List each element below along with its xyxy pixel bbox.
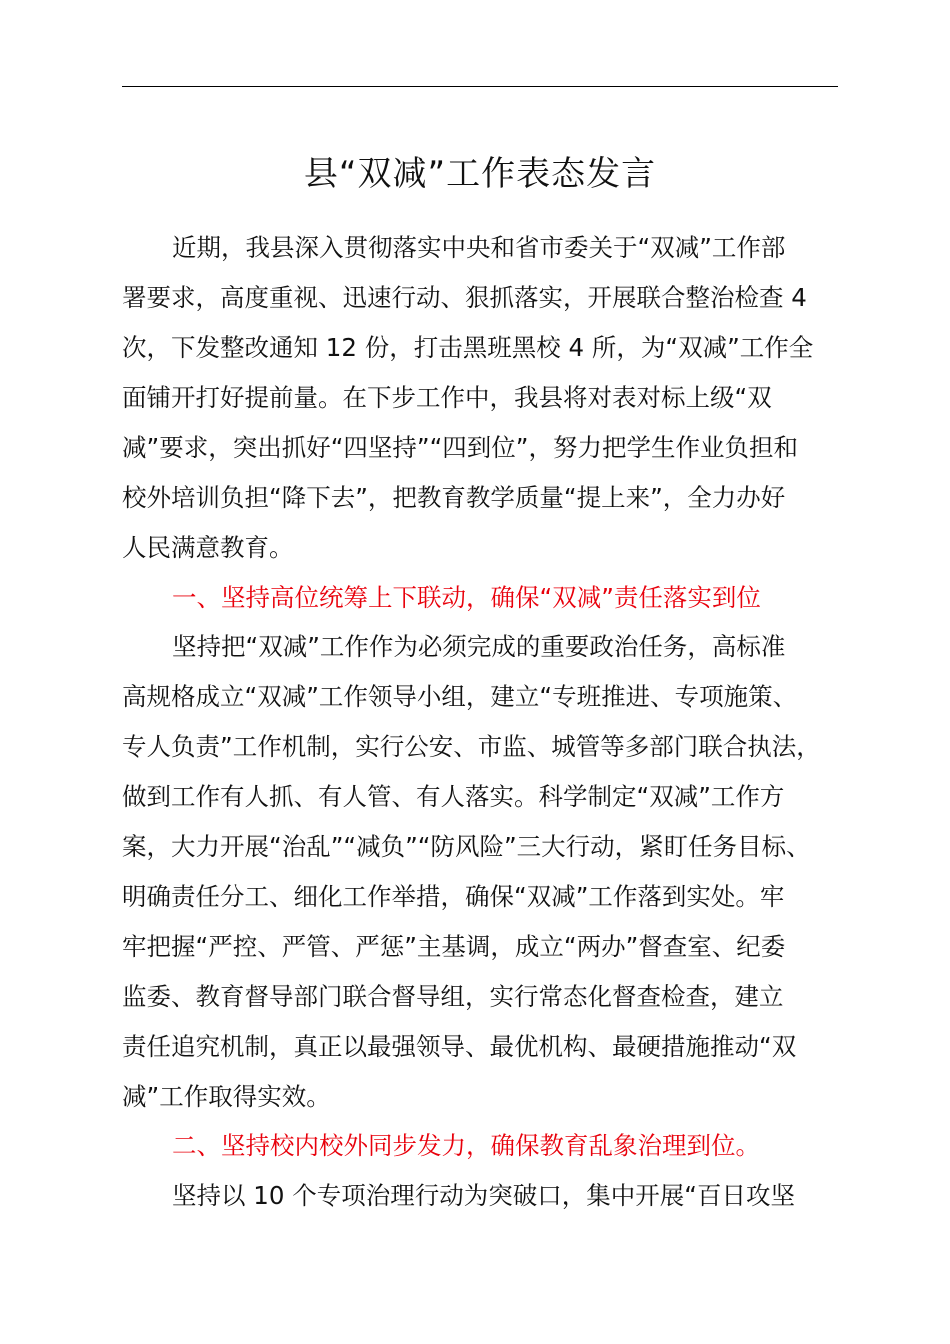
paragraph-line: 减”工作取得实效。	[122, 1082, 331, 1111]
paragraph-line: 专人负责”工作机制，实行公安、市监、城管等多部门联合执法，	[122, 732, 821, 761]
paragraph-line: 责任追究机制，真正以最强领导、最优机构、最硬措施推动“双	[122, 1032, 797, 1061]
section-heading-1: 一、坚持高位统筹上下联动，确保“双减”责任落实到位	[172, 583, 761, 612]
paragraph-line: 坚持以 10 个专项治理行动为突破口，集中开展“百日攻坚	[172, 1181, 795, 1210]
paragraph-line: 明确责任分工、细化工作举措，确保“双减”工作落到实处。牢	[122, 882, 785, 911]
paragraph-line: 做到工作有人抓、有人管、有人落实。科学制定“双减”工作方	[122, 782, 785, 811]
paragraph-line: 监委、教育督导部门联合督导组，实行常态化督查检查，建立	[122, 982, 784, 1011]
paragraph-line: 面铺开打好提前量。在下步工作中，我县将对表对标上级“双	[122, 383, 772, 412]
paragraph-line: 高规格成立“双减”工作领导小组，建立“专班推进、专项施策、	[122, 682, 798, 711]
document-title: 县“双减”工作表态发言	[303, 154, 657, 194]
header-rule	[122, 86, 838, 87]
paragraph-line: 案，大力开展“治乱”“减负”“防风险”三大行动，紧盯任务目标、	[122, 832, 811, 861]
paragraph-line: 人民满意教育。	[122, 533, 294, 562]
paragraph-line: 校外培训负担“降下去”，把教育教学质量“提上来”，全力办好	[122, 483, 786, 512]
paragraph-line: 署要求，高度重视、迅速行动、狠抓落实，开展联合整治检查 4	[122, 283, 807, 312]
paragraph-line: 减”要求，突出抓好“四坚持”“四到位”，努力把学生作业负担和	[122, 433, 798, 462]
section-heading-2: 二、坚持校内校外同步发力，确保教育乱象治理到位。	[172, 1131, 760, 1160]
paragraph-line: 坚持把“双减”工作作为必须完成的重要政治任务，高标准	[172, 632, 786, 661]
paragraph-line: 次，下发整改通知 12 份，打击黑班黑校 4 所，为“双减”工作全	[122, 333, 814, 362]
paragraph-line: 牢把握“严控、严管、严惩”主基调，成立“两办”督查室、纪委	[122, 932, 786, 961]
paragraph-line: 近期，我县深入贯彻落实中央和省市委关于“双减”工作部	[172, 233, 786, 262]
